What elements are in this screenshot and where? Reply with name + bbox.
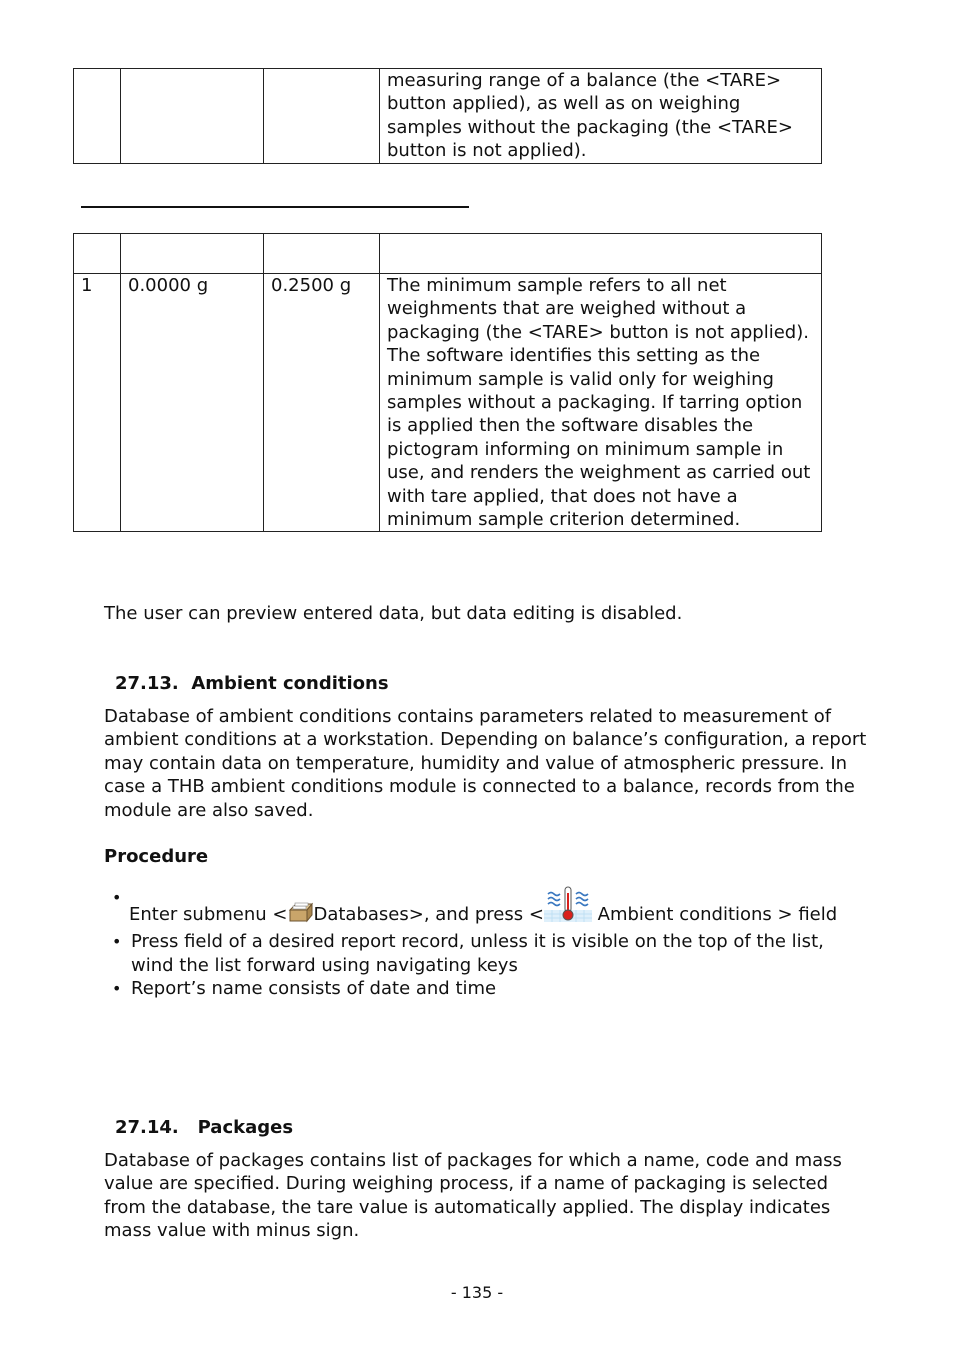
list-item: • Press field of a desired report record, unless it is visible on the top of the list, wind the list forward using navigating keys: [104, 930, 849, 977]
table-row: [74, 274, 822, 532]
separator-line: [81, 206, 469, 208]
section-heading-ambient: [115, 672, 389, 695]
preview-note: The user can preview entered data, but data editing is disabled.: [104, 603, 683, 624]
table-cell-description: measuring range of a balance (the <TARE> button applied), as well as on weighing samples without the packaging (the <TARE> button is not applied).: [380, 69, 822, 164]
max-value: 0.2500 g: [264, 274, 380, 532]
description-part-2: The software identifies this setting as the minimum sample is valid only for weighing samples without a packaging. If tarring option is applied then the software disables the pictogram informing on minimum sample in use, and renders the weighment as carried out with tare applied, that does not have a minimum sample criterion determined.: [387, 345, 811, 531]
table-cell: [74, 69, 121, 164]
section-title: Packages: [197, 1117, 294, 1138]
table-header-cell: [121, 234, 264, 274]
table-continuation: [73, 68, 822, 164]
table-header-cell: [380, 234, 822, 274]
section-title: Ambient conditions: [191, 673, 389, 694]
section-number: 27.13.: [115, 673, 179, 694]
row-description: [380, 274, 822, 532]
table-row: [74, 69, 822, 164]
thermometer-icon: [544, 886, 592, 930]
table-cell: [264, 69, 380, 164]
row-number: 1: [74, 274, 121, 532]
list-item: • Enter submenu < Databases>, and press < Ambient conditions > field: [104, 886, 849, 930]
ambient-body: Database of ambient conditions contains parameters related to measurement of ambient conditions at a workstation. Depending on balance’s configuration, a report may contain data on temperature, humidity and value of atmospheric pressure. In case a THB ambient conditions module is connected to a balance, records from the module are also saved.: [104, 706, 867, 821]
section-heading-packages: [115, 1116, 293, 1139]
description-part-1: The minimum sample refers to all net weighments that are weighed without a packaging (the <TARE> button is not applied).: [387, 275, 809, 343]
page-number: - 135 -: [450, 1283, 504, 1302]
packages-body: Database of packages contains list of packages for which a name, code and mass value are specified. During weighing process, if a name of packaging is selected from the database, the tare value is automatically applied. The display indicates mass value with minus sign.: [104, 1150, 842, 1242]
min-value: 0.0000 g: [121, 274, 264, 532]
table-header-row: [74, 234, 822, 274]
table-header-cell: [264, 234, 380, 274]
databases-icon: [287, 902, 313, 930]
list-item: • Report’s name consists of date and time: [104, 977, 849, 1000]
section-number: 27.14.: [115, 1117, 179, 1138]
table-cell: [121, 69, 264, 164]
procedure-label: Procedure: [104, 846, 209, 867]
table-header-cell: [74, 234, 121, 274]
procedure-list: [104, 886, 849, 1001]
minimum-sample-table: [73, 233, 822, 532]
